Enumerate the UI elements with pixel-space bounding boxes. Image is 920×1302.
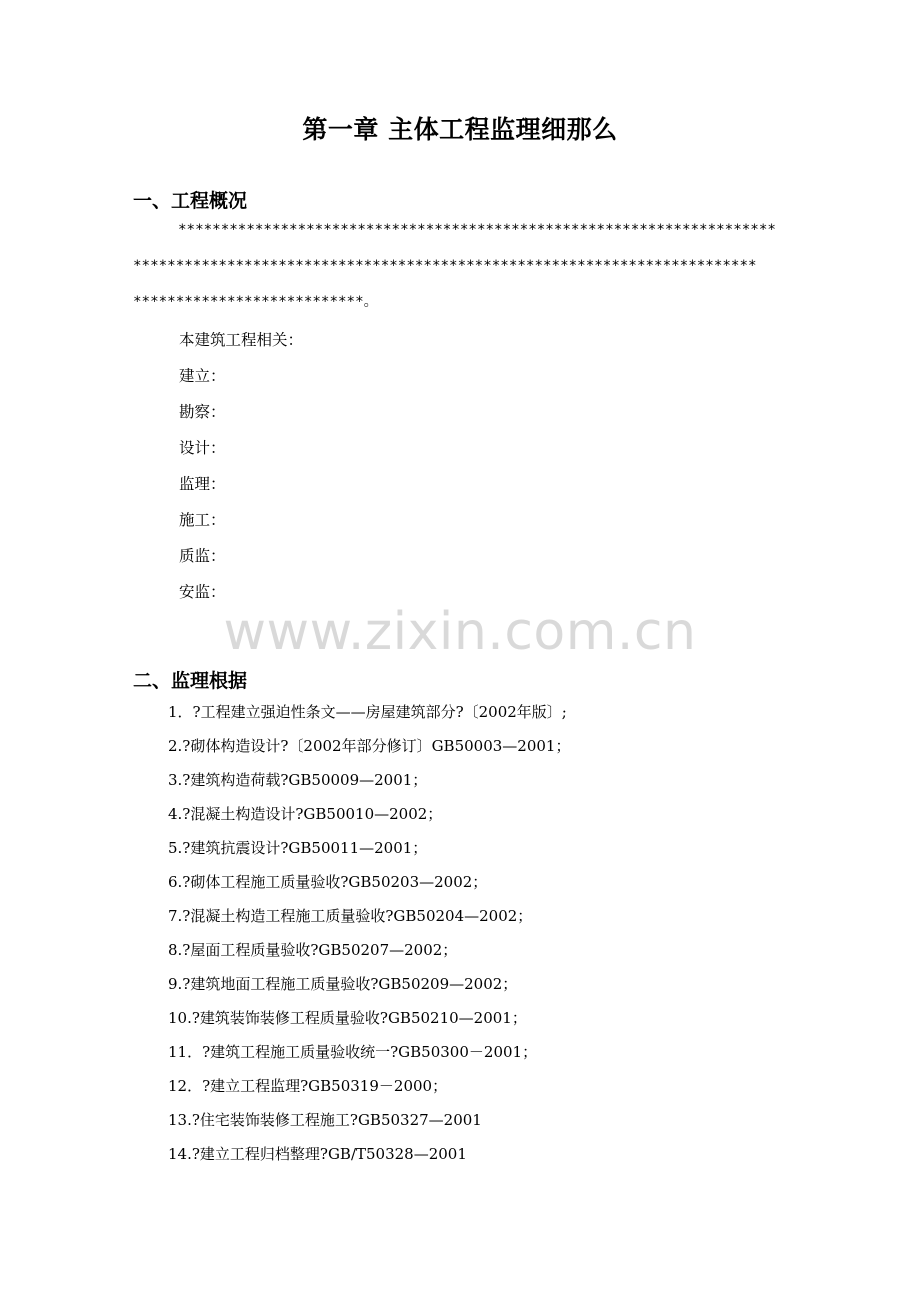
field-survey: 勘察： [179,403,226,421]
masked-text-line-2: ************************************************************************* [133,258,757,274]
reference-item: 5.?建筑抗震设计?GB50011—2001； [168,839,428,857]
reference-item: 13.?住宅装饰装修工程施工?GB50327—2001 [168,1111,482,1129]
project-parties-intro: 本建筑工程相关： [179,331,304,349]
chapter-title: 第一章 主体工程监理细那么 [302,115,618,144]
reference-item: 11．?建筑工程施工质量验收统一?GB50300－2001； [168,1043,538,1061]
reference-item: 10.?建筑装饰装修工程质量验收?GB50210—2001； [168,1009,527,1027]
watermark: www.zixin.com.cn [223,602,697,662]
field-supervision: 监理： [179,475,226,493]
section-heading-basis: 二、监理根据 [133,670,248,692]
reference-item: 3.?建筑构造荷载?GB50009—2001； [168,771,428,789]
reference-item: 14.?建立工程归档整理?GB/T50328—2001 [168,1145,467,1163]
reference-item: 8.?屋面工程质量验收?GB50207—2002； [168,941,458,959]
reference-item: 9.?建筑地面工程施工质量验收?GB50209—2002； [168,975,518,993]
reference-item: 6.?砌体工程施工质量验收?GB50203—2002； [168,873,488,891]
reference-item: 1．?工程建立强迫性条文——房屋建筑部分?〔2002年版〕; [168,703,567,721]
field-design: 设计： [179,439,226,457]
field-quality-supervision: 质监： [179,547,226,565]
field-construction: 建立： [179,367,226,385]
masked-text-line-3: ***************************。 [133,294,378,310]
reference-item: 4.?混凝土构造设计?GB50010—2002； [168,805,443,823]
field-contractor: 施工： [179,511,226,529]
reference-item: 2.?砌体构造设计?〔2002年部分修订〕GB50003—2001； [168,737,571,755]
reference-item: 7.?混凝土构造工程施工质量验收?GB50204—2002； [168,907,533,925]
masked-text-line-1: ********************************************************************** [178,222,776,238]
section-heading-overview: 一、工程概况 [133,190,248,212]
reference-item: 12．?建立工程监理?GB50319－2000； [168,1077,448,1095]
field-safety-supervision: 安监： [179,583,226,601]
